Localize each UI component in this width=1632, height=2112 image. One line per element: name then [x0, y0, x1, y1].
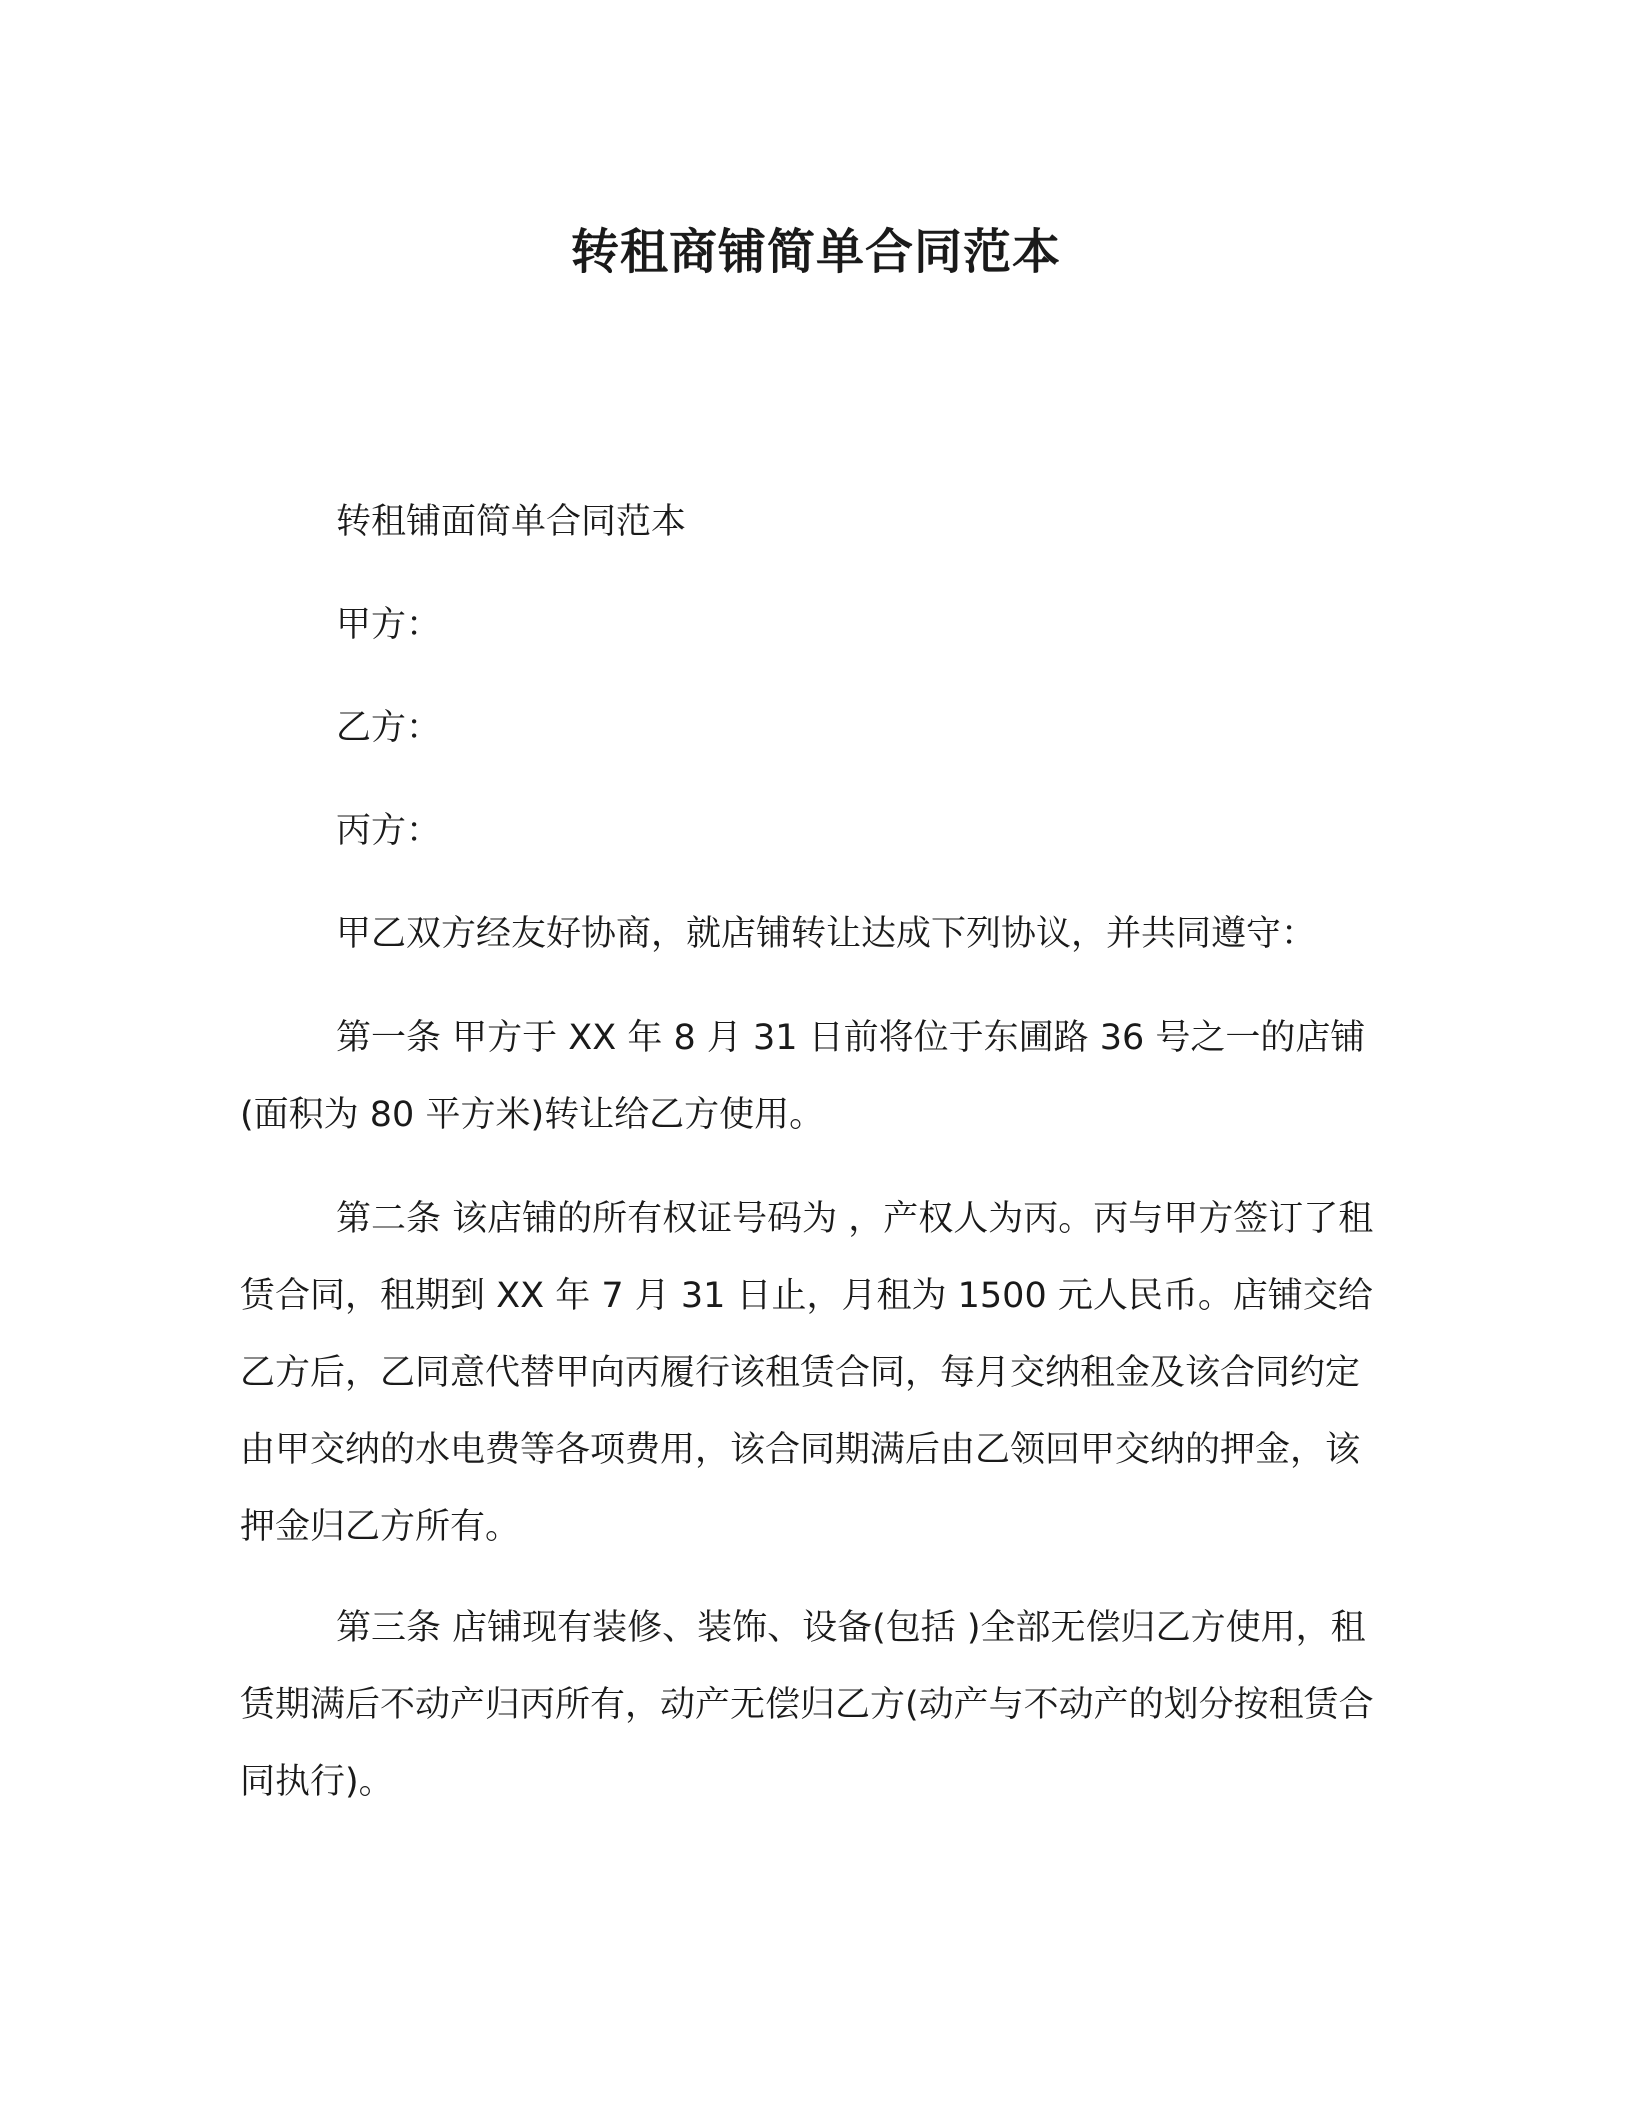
party-c-line: 丙方：	[336, 811, 442, 851]
party-a-line: 甲方：	[336, 605, 442, 645]
article-2-paragraph: 第二条 该店铺的所有权证号码为 ，产权人为丙。丙与甲方签订了租赁合同，租期到 XX 年 7 月 31 日止，月租为 1500 元人民币。店铺交给乙方后，乙同意代替甲向丙履行该租赁合同，每月交纳租金及该合同约定由甲交纳的水电费等各项费用，该合同期满后由乙领回甲交纳的押金，该押金归乙方所有。	[240, 1199, 1374, 1547]
document-subtitle: 转租铺面简单合同范本	[336, 502, 687, 542]
party-b-line: 乙方：	[336, 708, 442, 748]
intro-paragraph: 甲乙双方经友好协商，就店铺转让达成下列协议，并共同遵守：	[336, 914, 1317, 954]
article-1-paragraph: 第一条 甲方于 XX 年 8 月 31 日前将位于东圃路 36 号之一的店铺(面积为 80 平方米)转让给乙方使用。	[240, 1018, 1366, 1135]
document-title: 转租商铺简单合同范本	[570, 224, 1061, 280]
article-3-paragraph: 第三条 店铺现有装修、装饰、设备(包括 )全部无偿归乙方使用，租赁期满后不动产归丙所有，动产无偿归乙方(动产与不动产的划分按租赁合同执行)。	[240, 1608, 1374, 1802]
